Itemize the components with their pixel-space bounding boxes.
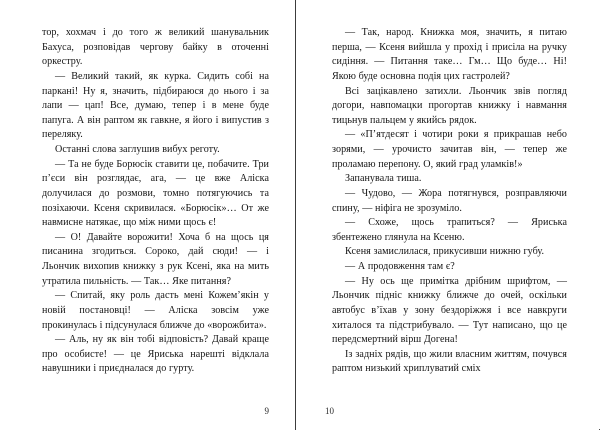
paragraph: Запанувала тиша.: [345, 173, 422, 185]
paragraph: — Схоже, щось трапиться? — Яриська збентежено глянула на Ксеню.: [332, 217, 567, 243]
paragraph: — Великий такий, як курка. Сидить собі на паркані! Ну я, значить, підбираюся до нього і за лапи — цап! Все, думаю, тепер і в мене буде папуга. А він раптом як гавкне, я його і випустив з переляку.: [42, 70, 269, 141]
paragraph: — Ну ось ще примітка дрібним шрифтом, — Льончик підніс книжку ближче до очей, оскільки автобус в’їхав у зону бездоріжжя і все навкруги хиталося та підстрибувало. — Тут написано, що це передсмертний вірш Догена!: [332, 275, 567, 346]
left-page-text-block: [42, 26, 269, 377]
page-number-left: 9: [264, 406, 269, 416]
paragraph: тор, хохмач і до того ж великий шанувальник Бахуса, розповідав чергову байку в оточенні оркестру.: [42, 27, 269, 68]
paragraph: — Та не буде Борюсік ставити це, побачите. Три п’єси він розглядає, ага, — це вже Аліска долучилася до розмови, томно потягуючись та позіхаючи. Ксеня скривилася. «Борюсік»… От же навмисне натякає, що між ними щось є!: [42, 158, 269, 229]
paragraph: Останні слова заглушив вибух реготу.: [55, 144, 220, 155]
paragraph: — Так, народ. Книжка моя, значить, я питаю перша, — Ксеня вийшла у прохід і присіла на ручку сидіння. — Питання таке… Гм… Що буде… Ні! Якою буде основна подія цих гастролей?: [332, 27, 567, 82]
left-page: [0, 0, 296, 430]
right-page: [296, 0, 599, 430]
paragraph: Із задніх рядів, що жили власним життям, почувся раптом низький хриплуватий сміх: [332, 348, 567, 375]
paragraph: — Чудово, — Жора потягнувся, розправляючи спину, — ніфіга не зрозуміло.: [332, 187, 567, 214]
paragraph: — Спитай, яку роль дасть мені Кожем’якін у новій постановці! — Аліска зовсім уже прокинулась і підсунулася ближче до «ворожбита».: [42, 290, 269, 331]
paragraph: — А продовження там є?: [345, 261, 455, 272]
paragraph: — «П’ятдесят і чотири роки я прикрашав небо зорями, — урочисто зачитав він, — тепер же проламаю перепону. О, який град уламків!»: [332, 129, 567, 170]
paragraph: Ксеня замислилася, прикусивши нижню губу.: [345, 246, 545, 258]
page-number-right: 10: [325, 406, 334, 416]
paragraph: Всі зацікавлено затихли. Льончик звів погляд догори, навпомацки прогортав книжку і навмання тицьнув пальцем у якийсь рядок.: [332, 85, 567, 126]
paragraph: — О! Давайте ворожити! Хоча б на щось ця писанина згодиться. Сороко, дай сюди! — і Льончик вихопив книжку з рук Ксені, яка на мить утратила пильність. — Так… Яке питання?: [42, 231, 269, 287]
right-page-text-block: [332, 26, 567, 377]
paragraph: — Аль, ну як він тобі відповість? Давай краще про особисте! — це Яриська нарешті відклала навушники і приєдналася до гурту.: [42, 334, 269, 375]
